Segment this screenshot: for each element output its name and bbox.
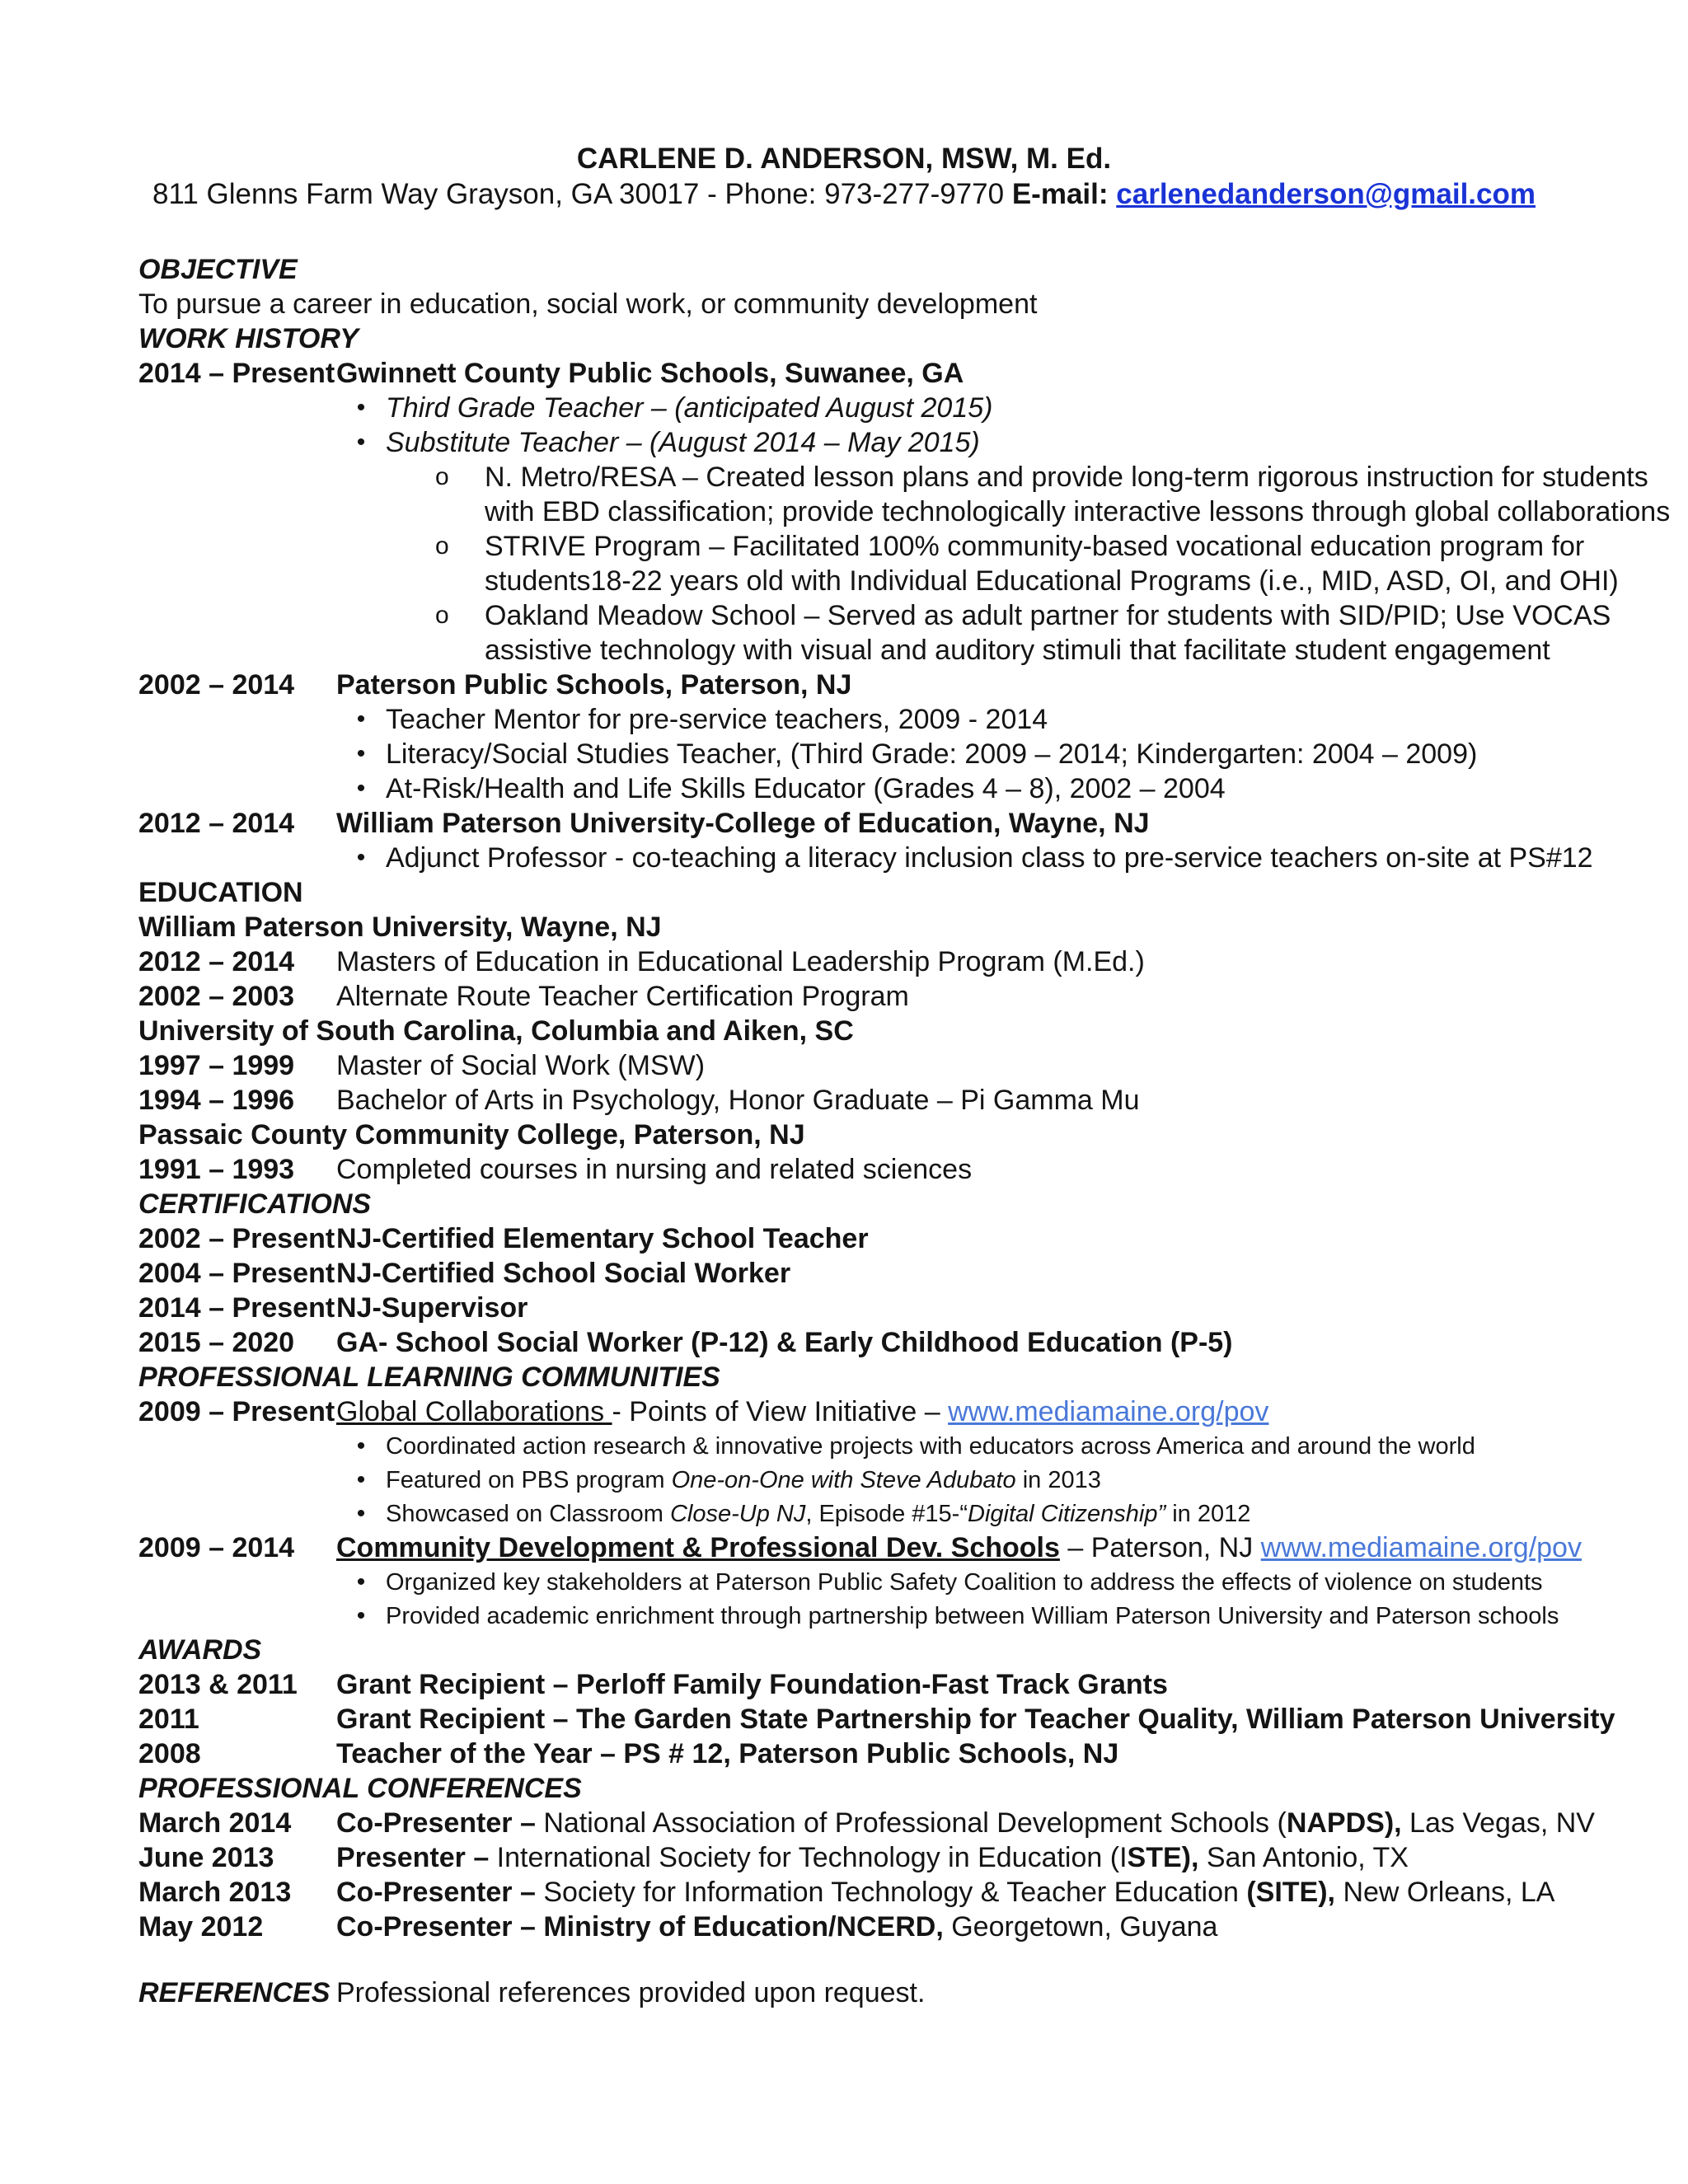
conference-date: May 2012 [138, 1911, 264, 1943]
plc-entry [138, 1394, 1622, 1429]
bullet-icon: • [356, 1466, 366, 1493]
certification-dates: 2014 – Present [138, 1292, 335, 1324]
plc-rest: – Paterson, NJ [1059, 1532, 1261, 1563]
job-entry [138, 356, 1622, 391]
job-sub-item-text: STRIVE Program – Facilitated 100% community-based vocational education program for [485, 531, 1585, 562]
conference-entry [138, 1806, 1622, 1840]
plc-description [336, 1394, 1268, 1429]
job-item-text: Teacher Mentor for pre-service teachers, 2009 - 2014 [386, 704, 1048, 735]
education-text: Bachelor of Arts in Psychology, Honor Graduate – Pi Gamma Mu [336, 1085, 1140, 1116]
contact-line [0, 177, 1688, 212]
certification-dates: 2015 – 2020 [138, 1327, 295, 1358]
job-sub-item-text: N. Metro/RESA – Created lesson plans and provide long-term rigorous instruction for students [485, 462, 1648, 493]
address-phone: 811 Glenns Farm Way Grayson, GA 30017 - Phone: 973-277-9770 [152, 178, 1005, 210]
job-dates: 2014 – Present [138, 358, 335, 389]
plc-title: Global Collaborations [336, 1396, 612, 1427]
education-entry [138, 1152, 1622, 1187]
work-history-heading: WORK HISTORY [138, 323, 359, 354]
award-entry [138, 1736, 1622, 1771]
certification-entry [138, 1256, 1622, 1291]
plc-item-text: Organized key stakeholders at Paterson Public Safety Coalition to address the effects of violence on students [386, 1569, 1543, 1596]
education-dates: 1997 – 1999 [138, 1050, 295, 1081]
job-sub-item [138, 598, 1622, 633]
plc-item-text: Provided academic enrichment through partnership between William Paterson University and Paterson schools [386, 1603, 1559, 1629]
conference-entry [138, 1910, 1622, 1944]
plc-item-italic: One-on-One with Steve Adubato [671, 1467, 1016, 1493]
award-text: Teacher of the Year – PS # 12, Paterson Public Schools, NJ [336, 1738, 1119, 1769]
job-sub-item-text: assistive technology with visual and auditory stimuli that facilitate student engagement [485, 635, 1550, 666]
education-entry [138, 1048, 1622, 1083]
plc-item-italic: Close-Up NJ [669, 1501, 806, 1527]
conference-text [336, 1806, 1595, 1840]
job-dates: 2012 – 2014 [138, 808, 295, 839]
plc-link[interactable]: www.mediamaine.org/pov [1260, 1532, 1582, 1563]
conference-entry [138, 1840, 1622, 1875]
conference-role: Co-Presenter – [336, 1807, 536, 1839]
circle-bullet-icon: o [435, 463, 449, 490]
job-sub-item-text: students18-22 years old with Individual Educational Programs (i.e., MID, ASD, OI, and OHI) [485, 565, 1619, 597]
awards-heading: AWARDS [138, 1634, 262, 1666]
job-org: Paterson Public Schools, Paterson, NJ [336, 669, 852, 701]
education-dates: 2012 – 2014 [138, 946, 295, 977]
plc-item [138, 1429, 1622, 1463]
conference-text [336, 1840, 1409, 1875]
certification-dates: 2004 – Present [138, 1258, 335, 1289]
conference-location: San Antonio, TX [1198, 1842, 1409, 1873]
job-entry [138, 668, 1622, 702]
certification-dates: 2002 – Present [138, 1223, 335, 1254]
job-sub-item-text: with EBD classification; provide technologically interactive lessons through global collaborations [485, 496, 1671, 527]
bullet-icon: • [356, 775, 366, 802]
education-text: Master of Social Work (MSW) [336, 1050, 706, 1081]
award-dates: 2008 [138, 1738, 201, 1769]
bullet-icon: • [356, 1432, 366, 1460]
bullet-icon: • [356, 1568, 366, 1596]
conference-text [336, 1875, 1554, 1910]
job-entry [138, 806, 1622, 841]
plc-item [138, 1565, 1622, 1599]
references-entry [138, 1975, 1622, 2010]
school-name: Passaic County Community College, Paterson, NJ [138, 1119, 805, 1151]
plc-item-post: in 2012 [1165, 1501, 1251, 1527]
education-dates: 1991 – 1993 [138, 1154, 295, 1185]
school-name: University of South Carolina, Columbia and Aiken, SC [138, 1015, 854, 1047]
job-item-text: Substitute Teacher – (August 2014 – May 2015) [386, 427, 980, 458]
job-sub-item-continued [138, 564, 1622, 598]
job-org: William Paterson University-College of Education, Wayne, NJ [336, 808, 1150, 839]
plc-dates: 2009 – Present [138, 1396, 335, 1427]
bullet-icon: • [356, 394, 366, 421]
certification-text: GA- School Social Worker (P-12) & Early Childhood Education (P-5) [336, 1327, 1233, 1358]
conference-role: Presenter – [336, 1842, 490, 1873]
bullet-icon: • [356, 705, 366, 733]
bullet-icon: • [356, 1500, 366, 1527]
conference-date: March 2013 [138, 1877, 292, 1908]
bullet-icon: • [356, 844, 366, 871]
plc-item [138, 1599, 1622, 1633]
job-item [138, 771, 1622, 806]
award-entry [138, 1702, 1622, 1736]
conference-acronym: NAPDS), [1286, 1807, 1402, 1839]
conference-acronym: STE), [1127, 1842, 1199, 1873]
job-item-text: Third Grade Teacher – (anticipated August 2015) [386, 392, 993, 424]
certification-entry [138, 1325, 1622, 1360]
conference-name: Society for Information Technology & Teacher Education [535, 1877, 1247, 1908]
email-link[interactable]: carlenedanderson@gmail.com [1116, 178, 1536, 210]
spacer [138, 1944, 1622, 1975]
education-dates: 1994 – 1996 [138, 1085, 295, 1116]
plc-dates: 2009 – 2014 [138, 1532, 295, 1563]
conference-location: Georgetown, Guyana [943, 1911, 1218, 1943]
references-text: Professional references provided upon request. [336, 1977, 926, 2008]
plc-item-text [386, 1463, 1101, 1497]
plc-title: Community Development & Professional Dev. Schools [336, 1532, 1060, 1563]
plc-description [336, 1530, 1582, 1565]
job-sub-item-continued [138, 494, 1671, 529]
plc-item-pre: Featured on PBS program [386, 1467, 672, 1493]
certification-text: NJ-Supervisor [336, 1292, 528, 1324]
resume-name: CARLENE D. ANDERSON, MSW, M. Ed. [576, 143, 1112, 175]
job-sub-item [138, 529, 1622, 564]
education-text: Masters of Education in Educational Leadership Program (M.Ed.) [336, 946, 1145, 977]
plc-item-pre: Showcased on Classroom [386, 1501, 670, 1527]
job-item [138, 391, 1622, 425]
job-item [138, 841, 1622, 875]
conference-name: National Association of Professional Development Schools ( [535, 1807, 1287, 1839]
certification-text: NJ-Certified School Social Worker [336, 1258, 791, 1289]
plc-link[interactable]: www.mediamaine.org/pov [948, 1396, 1269, 1427]
plc-item-text [386, 1497, 1250, 1531]
job-org: Gwinnett County Public Schools, Suwanee, GA [336, 358, 964, 389]
circle-bullet-icon: o [435, 532, 449, 560]
plc-item-text: Coordinated action research & innovative projects with educators across America and around the world [386, 1433, 1475, 1460]
award-text: Grant Recipient – Perloff Family Foundation-Fast Track Grants [336, 1669, 1168, 1700]
bullet-icon: • [356, 1602, 366, 1629]
job-item-text: Literacy/Social Studies Teacher, (Third Grade: 2009 – 2014; Kindergarten: 2004 – 2009) [386, 738, 1478, 770]
certification-entry [138, 1291, 1622, 1325]
award-entry [138, 1667, 1622, 1702]
circle-bullet-icon: o [435, 602, 449, 629]
plc-item-italic: Digital Citizenship” [968, 1501, 1166, 1527]
conference-date: March 2014 [138, 1807, 292, 1839]
award-dates: 2013 & 2011 [138, 1669, 298, 1700]
job-item [138, 425, 1622, 460]
job-dates: 2002 – 2014 [138, 669, 295, 701]
objective-heading: OBJECTIVE [138, 254, 298, 285]
conference-acronym: (SITE), [1246, 1877, 1336, 1908]
plc-entry [138, 1530, 1622, 1565]
school-name: William Paterson University, Wayne, NJ [138, 912, 662, 943]
plc-item [138, 1463, 1622, 1497]
bullet-icon: • [356, 429, 366, 456]
job-item-text: Adjunct Professor - co-teaching a literacy inclusion class to pre-service teachers on-site at PS#12 [386, 842, 1593, 874]
email-label: E-mail: [1011, 178, 1109, 210]
conference-location: New Orleans, LA [1335, 1877, 1555, 1908]
bullet-icon: • [356, 740, 366, 767]
education-entry [138, 979, 1622, 1014]
award-dates: 2011 [138, 1704, 199, 1735]
conference-text [336, 1910, 1217, 1944]
job-item [138, 737, 1622, 771]
plc-item [138, 1497, 1622, 1530]
education-entry [138, 944, 1622, 979]
conference-entry [138, 1875, 1622, 1910]
job-item [138, 702, 1622, 737]
certification-entry [138, 1221, 1622, 1256]
plc-heading: PROFESSIONAL LEARNING COMMUNITIES [138, 1361, 720, 1393]
education-entry [138, 1083, 1622, 1118]
certifications-heading: CERTIFICATIONS [138, 1188, 372, 1220]
conference-name: International Society for Technology in Education (I [489, 1842, 1128, 1873]
objective-text: To pursue a career in education, social work, or community development [138, 288, 1038, 320]
references-heading: REFERENCES [138, 1977, 331, 2008]
certification-text: NJ-Certified Elementary School Teacher [336, 1223, 869, 1254]
education-dates: 2002 – 2003 [138, 981, 295, 1012]
education-text: Completed courses in nursing and related sciences [336, 1154, 973, 1185]
conferences-heading: PROFESSIONAL CONFERENCES [138, 1773, 582, 1804]
award-text: Grant Recipient – The Garden State Partnership for Teacher Quality, William Paterson University [336, 1704, 1615, 1735]
plc-rest: - Points of View Initiative – [612, 1396, 949, 1427]
plc-item-post: , Episode #15-“ [805, 1501, 968, 1527]
conference-location: Las Vegas, NV [1401, 1807, 1595, 1839]
job-sub-item [138, 460, 1648, 494]
conference-role: Co-Presenter – Ministry of Education/NCERD, [336, 1911, 944, 1943]
education-heading: EDUCATION [138, 877, 303, 908]
plc-item-post: in 2013 [1015, 1467, 1101, 1493]
job-item-text: At-Risk/Health and Life Skills Educator (Grades 4 – 8), 2002 – 2004 [386, 773, 1226, 804]
job-sub-item-continued [138, 633, 1622, 668]
resume-body [138, 252, 1671, 2010]
conference-date: June 2013 [138, 1842, 274, 1873]
job-sub-item-text: Oakland Meadow School – Served as adult partner for students with SID/PID; Use VOCAS [485, 600, 1611, 631]
education-text: Alternate Route Teacher Certification Program [336, 981, 909, 1012]
conference-role: Co-Presenter – [336, 1877, 536, 1908]
